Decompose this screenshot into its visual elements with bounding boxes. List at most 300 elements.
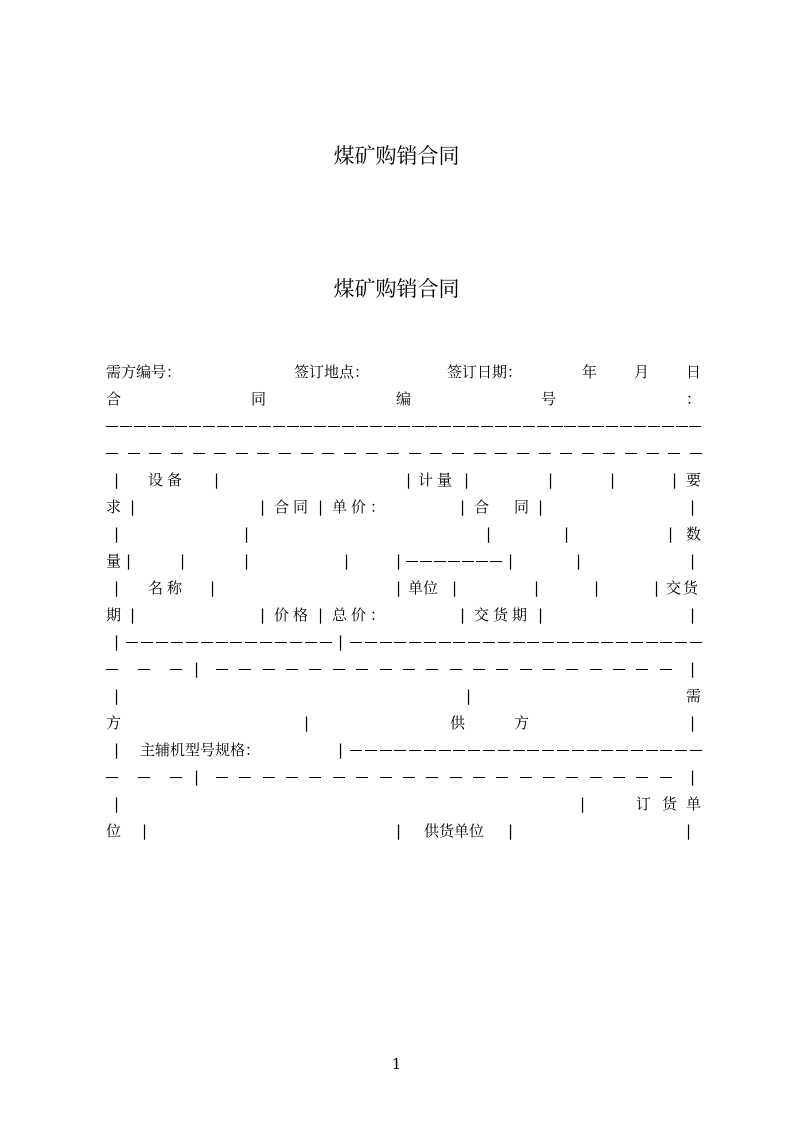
order-label: 订 bbox=[636, 795, 652, 813]
dash-segment bbox=[156, 642, 168, 643]
dash-segment bbox=[634, 426, 646, 427]
sign-place-label: 签订地点： bbox=[294, 363, 370, 381]
require-label: 要 bbox=[686, 471, 702, 489]
table-bar: | bbox=[508, 552, 514, 570]
buyer-label: 方 bbox=[106, 714, 122, 732]
table-bar: | bbox=[534, 579, 540, 597]
dash-segment bbox=[193, 453, 205, 454]
dashed-rule bbox=[106, 416, 702, 436]
contract-he: 合 bbox=[474, 498, 490, 516]
dash-segment bbox=[245, 642, 257, 643]
dash-segment bbox=[406, 561, 418, 562]
table-bar: | bbox=[690, 714, 696, 732]
table-bar: | bbox=[460, 498, 466, 516]
supplier-label: 供 bbox=[450, 714, 466, 732]
dash-segment bbox=[214, 453, 226, 454]
dash-segment bbox=[496, 669, 508, 670]
dash-segment bbox=[439, 642, 451, 643]
buyer-no-label: 需方编号： bbox=[106, 363, 182, 381]
table-line bbox=[106, 632, 702, 652]
table-bar: | bbox=[690, 606, 696, 624]
dash-segment bbox=[344, 453, 356, 454]
dash-segment bbox=[350, 750, 362, 751]
dash-segment bbox=[314, 426, 326, 427]
dash-segment bbox=[239, 777, 251, 778]
dash-segment bbox=[473, 669, 485, 670]
dash-segment bbox=[690, 642, 702, 643]
dash-segment bbox=[590, 777, 602, 778]
table-bar: | bbox=[610, 471, 616, 489]
dash-segment bbox=[149, 453, 161, 454]
dash-segment bbox=[616, 642, 628, 643]
dash-segment bbox=[495, 453, 507, 454]
dash-segment bbox=[425, 426, 437, 427]
name-label: 名称 bbox=[148, 579, 187, 597]
dash-run bbox=[216, 767, 672, 778]
dash-segment bbox=[668, 453, 680, 454]
dash-segment bbox=[189, 426, 201, 427]
dash-segment bbox=[660, 669, 672, 670]
dash-segment bbox=[201, 642, 213, 643]
dash-run bbox=[350, 632, 702, 643]
dash-run bbox=[216, 659, 672, 670]
dash-segment bbox=[186, 642, 198, 643]
dash-segment bbox=[175, 426, 187, 427]
dash-segment bbox=[551, 426, 563, 427]
header-title: 煤矿购销合同 bbox=[333, 144, 460, 168]
dash-segment bbox=[342, 426, 354, 427]
supplier-label: 方 bbox=[514, 714, 530, 732]
table-line bbox=[106, 821, 702, 841]
quantity-label: 量 bbox=[106, 552, 122, 570]
dash-segment bbox=[106, 777, 118, 778]
table-line bbox=[106, 470, 702, 490]
table-bar: | bbox=[338, 633, 344, 651]
dash-run bbox=[106, 443, 702, 454]
dash-segment bbox=[439, 426, 451, 427]
dash-segment bbox=[689, 426, 701, 427]
table-bar: | bbox=[576, 552, 582, 570]
table-bar: | bbox=[114, 471, 120, 489]
contract-tong: 同 bbox=[514, 498, 530, 516]
dash-segment bbox=[498, 642, 510, 643]
dash-segment bbox=[365, 750, 377, 751]
dash-segment bbox=[170, 777, 182, 778]
dash-segment bbox=[517, 453, 529, 454]
table-bar: | bbox=[548, 471, 554, 489]
dash-segment bbox=[245, 426, 257, 427]
dash-segment bbox=[380, 669, 392, 670]
dash-segment bbox=[631, 642, 643, 643]
dash-segment bbox=[412, 426, 424, 427]
table-line bbox=[106, 659, 702, 679]
dash-segment bbox=[380, 642, 392, 643]
dash-segment bbox=[513, 642, 525, 643]
dash-segment bbox=[170, 669, 182, 670]
dash-segment bbox=[481, 426, 493, 427]
price-label: 价格 bbox=[274, 606, 313, 624]
sign-date-label: 签订日期： bbox=[447, 363, 523, 381]
table-bar: | bbox=[396, 552, 402, 570]
table-line bbox=[106, 740, 702, 760]
dash-run bbox=[406, 551, 502, 562]
dash-segment bbox=[434, 561, 446, 562]
quantity-label: 数 bbox=[686, 525, 702, 543]
table-bar: | bbox=[338, 741, 344, 759]
dash-segment bbox=[473, 777, 485, 778]
table-bar: | bbox=[452, 579, 458, 597]
dash-segment bbox=[537, 426, 549, 427]
table-line bbox=[106, 497, 702, 517]
dash-segment bbox=[601, 750, 613, 751]
dash-segment bbox=[675, 750, 687, 751]
delivery-label: 交货 bbox=[666, 579, 701, 597]
dash-segment bbox=[263, 777, 275, 778]
dash-segment bbox=[468, 642, 480, 643]
dash-segment bbox=[424, 750, 436, 751]
dash-segment bbox=[660, 750, 672, 751]
dash-segment bbox=[613, 777, 625, 778]
table-bar: | bbox=[318, 498, 324, 516]
dash-segment bbox=[394, 642, 406, 643]
dash-segment bbox=[309, 777, 321, 778]
dash-run bbox=[106, 659, 182, 670]
dash-segment bbox=[138, 777, 150, 778]
dash-segment bbox=[398, 426, 410, 427]
dash-segment bbox=[676, 426, 688, 427]
contract-no-line bbox=[106, 389, 702, 409]
dash-segment bbox=[564, 426, 576, 427]
table-bar: | bbox=[194, 660, 200, 678]
dash-segment bbox=[128, 453, 140, 454]
dash-segment bbox=[587, 750, 599, 751]
dash-segment bbox=[543, 669, 555, 670]
dash-segment bbox=[606, 426, 618, 427]
dash-segment bbox=[106, 453, 118, 454]
dash-segment bbox=[468, 750, 480, 751]
equipment-label: 设备 bbox=[148, 471, 187, 489]
dash-segment bbox=[520, 777, 532, 778]
table-bar: | bbox=[244, 525, 250, 543]
dash-segment bbox=[527, 750, 539, 751]
table-bar: | bbox=[214, 471, 220, 489]
dash-segment bbox=[520, 669, 532, 670]
dash-segment bbox=[106, 426, 118, 427]
dash-segment bbox=[560, 453, 572, 454]
table-bar: | bbox=[194, 768, 200, 786]
dash-segment bbox=[171, 453, 183, 454]
dash-segment bbox=[275, 642, 287, 643]
dash-segment bbox=[543, 777, 555, 778]
dash-segment bbox=[141, 642, 153, 643]
table-line bbox=[106, 551, 702, 571]
dash-segment bbox=[260, 642, 272, 643]
dash-segment bbox=[625, 453, 637, 454]
dash-segment bbox=[370, 426, 382, 427]
dash-segment bbox=[126, 642, 138, 643]
table-bar: | bbox=[538, 498, 544, 516]
table-bar: | bbox=[114, 687, 120, 705]
table-bar: | bbox=[508, 822, 514, 840]
dash-segment bbox=[557, 642, 569, 643]
dash-segment bbox=[287, 426, 299, 427]
table-bar: | bbox=[538, 606, 544, 624]
table-bar: | bbox=[130, 498, 136, 516]
table-bar: | bbox=[318, 606, 324, 624]
table-bar: | bbox=[114, 579, 120, 597]
dash-segment bbox=[230, 642, 242, 643]
dash-segment bbox=[450, 669, 462, 670]
table-bar: | bbox=[260, 498, 266, 516]
dash-segment bbox=[509, 426, 521, 427]
dash-segment bbox=[286, 669, 298, 670]
table-line bbox=[106, 524, 702, 544]
dash-segment bbox=[279, 453, 291, 454]
dash-segment bbox=[523, 426, 535, 427]
dash-segment bbox=[572, 750, 584, 751]
dash-segment bbox=[490, 561, 502, 562]
dash-segment bbox=[539, 453, 551, 454]
contract-label: 合同 bbox=[274, 498, 313, 516]
delivery-period-label: 交货期 bbox=[474, 606, 532, 624]
unit-price-label: 单价： bbox=[332, 498, 390, 516]
dash-segment bbox=[328, 426, 340, 427]
dash-segment bbox=[452, 453, 464, 454]
dash-segment bbox=[387, 453, 399, 454]
dash-segment bbox=[162, 426, 174, 427]
dash-segment bbox=[566, 777, 578, 778]
dash-segment bbox=[301, 453, 313, 454]
dash-segment bbox=[453, 426, 465, 427]
dash-segment bbox=[496, 777, 508, 778]
document-title: 煤矿购销合同 bbox=[333, 277, 460, 301]
dash-segment bbox=[273, 426, 285, 427]
delivery-label: 期 bbox=[106, 606, 122, 624]
dash-segment bbox=[203, 426, 215, 427]
month-label: 月 bbox=[634, 363, 650, 381]
dash-segment bbox=[356, 426, 368, 427]
dash-segment bbox=[333, 669, 345, 670]
dash-segment bbox=[403, 777, 415, 778]
table-line bbox=[106, 713, 702, 733]
dash-segment bbox=[616, 750, 628, 751]
dash-segment bbox=[231, 426, 243, 427]
dash-segment bbox=[631, 750, 643, 751]
table-bar: | bbox=[668, 525, 674, 543]
table-bar: | bbox=[460, 606, 466, 624]
dash-segment bbox=[613, 669, 625, 670]
dash-segment bbox=[403, 669, 415, 670]
dash-segment bbox=[430, 453, 442, 454]
table-bar: | bbox=[142, 822, 148, 840]
dash-segment bbox=[690, 453, 702, 454]
table-bar: | bbox=[690, 552, 696, 570]
year-label: 年 bbox=[582, 363, 598, 381]
dash-segment bbox=[590, 669, 602, 670]
dash-segment bbox=[380, 777, 392, 778]
table-bar: | bbox=[672, 471, 678, 489]
dash-segment bbox=[365, 642, 377, 643]
dash-segment bbox=[409, 642, 421, 643]
table-line bbox=[106, 578, 702, 598]
table-bar: | bbox=[466, 687, 472, 705]
table-bar: | bbox=[594, 579, 600, 597]
require-label: 求 bbox=[106, 498, 122, 516]
dash-segment bbox=[309, 669, 321, 670]
dash-segment bbox=[495, 426, 507, 427]
supply-unit-label: 供货单位 bbox=[424, 822, 485, 840]
dash-segment bbox=[620, 426, 632, 427]
dash-segment bbox=[660, 777, 672, 778]
dash-segment bbox=[660, 642, 672, 643]
dash-segment bbox=[290, 642, 302, 643]
dash-segment bbox=[587, 642, 599, 643]
table-bar: | bbox=[114, 633, 120, 651]
dash-segment bbox=[171, 642, 183, 643]
table-bar: | bbox=[114, 525, 120, 543]
unit-label: 单位 bbox=[408, 579, 439, 597]
buyer-label: 需 bbox=[686, 687, 702, 705]
dash-segment bbox=[582, 453, 594, 454]
dash-segment bbox=[453, 750, 465, 751]
table-bar: | bbox=[126, 552, 132, 570]
dash-segment bbox=[662, 426, 674, 427]
dash-segment bbox=[217, 426, 229, 427]
dash-segment bbox=[350, 642, 362, 643]
table-line bbox=[106, 605, 702, 625]
table-bar: | bbox=[114, 795, 120, 813]
table-bar: | bbox=[580, 795, 586, 813]
dash-segment bbox=[239, 669, 251, 670]
contract-no-char: 号 bbox=[541, 390, 557, 408]
dash-segment bbox=[305, 642, 317, 643]
dash-segment bbox=[636, 777, 648, 778]
dash-segment bbox=[513, 750, 525, 751]
dashed-rule bbox=[106, 443, 702, 463]
table-bar: | bbox=[564, 525, 570, 543]
table-bar: | bbox=[244, 552, 250, 570]
dash-segment bbox=[420, 561, 432, 562]
dash-segment bbox=[566, 669, 578, 670]
table-bar: | bbox=[396, 822, 402, 840]
dash-segment bbox=[462, 561, 474, 562]
dash-segment bbox=[647, 453, 659, 454]
dash-segment bbox=[542, 642, 554, 643]
total-price-label: 总价： bbox=[332, 606, 390, 624]
table-bar: | bbox=[690, 660, 696, 678]
table-line bbox=[106, 686, 702, 706]
dash-segment bbox=[409, 453, 421, 454]
contract-no-char: 合 bbox=[106, 390, 122, 408]
dash-segment bbox=[106, 669, 118, 670]
dash-segment bbox=[646, 642, 658, 643]
dash-segment bbox=[426, 777, 438, 778]
dash-segment bbox=[384, 426, 396, 427]
dash-segment bbox=[300, 426, 312, 427]
dash-segment bbox=[216, 669, 228, 670]
dash-segment bbox=[578, 426, 590, 427]
dash-segment bbox=[572, 642, 584, 643]
dash-segment bbox=[648, 426, 660, 427]
table-bar: | bbox=[304, 714, 310, 732]
dash-segment bbox=[646, 750, 658, 751]
dash-run bbox=[106, 767, 182, 778]
page-number: 1 bbox=[391, 1055, 402, 1073]
dash-segment bbox=[409, 750, 421, 751]
dash-segment bbox=[148, 426, 160, 427]
dash-segment bbox=[424, 642, 436, 643]
dash-segment bbox=[483, 642, 495, 643]
table-bar: | bbox=[690, 768, 696, 786]
dash-segment bbox=[356, 777, 368, 778]
table-bar: | bbox=[210, 579, 216, 597]
dash-segment bbox=[263, 669, 275, 670]
table-bar: | bbox=[260, 606, 266, 624]
table-bar: | bbox=[114, 741, 120, 759]
table-line bbox=[106, 767, 702, 787]
dash-segment bbox=[380, 750, 392, 751]
table-line bbox=[106, 794, 702, 814]
dash-segment bbox=[257, 453, 269, 454]
dash-segment bbox=[450, 777, 462, 778]
table-bar: | bbox=[406, 471, 412, 489]
dash-segment bbox=[322, 453, 334, 454]
dash-segment bbox=[476, 561, 488, 562]
main-aux-model-label: 主辅机型号规格： bbox=[140, 741, 261, 759]
dash-segment bbox=[356, 669, 368, 670]
dash-run bbox=[350, 740, 702, 751]
dash-segment bbox=[236, 453, 248, 454]
dash-segment bbox=[675, 642, 687, 643]
dash-segment bbox=[636, 669, 648, 670]
dash-segment bbox=[216, 777, 228, 778]
dash-segment bbox=[366, 453, 378, 454]
dash-segment bbox=[603, 453, 615, 454]
table-bar: | bbox=[396, 579, 402, 597]
dash-segment bbox=[134, 426, 146, 427]
dash-segment bbox=[483, 750, 495, 751]
dash-segment bbox=[394, 750, 406, 751]
table-bar: | bbox=[130, 606, 136, 624]
dash-segment bbox=[333, 777, 345, 778]
table-bar: | bbox=[686, 822, 692, 840]
meta-line bbox=[106, 362, 702, 382]
dash-segment bbox=[320, 642, 332, 643]
measure-label: 计量 bbox=[418, 471, 457, 489]
table-bar: | bbox=[690, 498, 696, 516]
dash-segment bbox=[474, 453, 486, 454]
table-bar: | bbox=[180, 552, 186, 570]
table-bar: | bbox=[344, 552, 350, 570]
order-label: 单 bbox=[686, 795, 702, 813]
dash-segment bbox=[467, 426, 479, 427]
table-bar: | bbox=[464, 471, 470, 489]
order-label: 位 bbox=[106, 822, 122, 840]
dash-segment bbox=[592, 426, 604, 427]
contract-no-char: ： bbox=[686, 390, 702, 408]
dash-segment bbox=[527, 642, 539, 643]
dash-segment bbox=[601, 642, 613, 643]
contract-no-char: 同 bbox=[251, 390, 267, 408]
dash-segment bbox=[286, 777, 298, 778]
order-label: 货 bbox=[662, 795, 678, 813]
dash-segment bbox=[259, 426, 271, 427]
dash-run bbox=[106, 416, 702, 427]
dash-segment bbox=[439, 750, 451, 751]
dash-segment bbox=[426, 669, 438, 670]
dash-segment bbox=[690, 750, 702, 751]
dash-segment bbox=[453, 642, 465, 643]
